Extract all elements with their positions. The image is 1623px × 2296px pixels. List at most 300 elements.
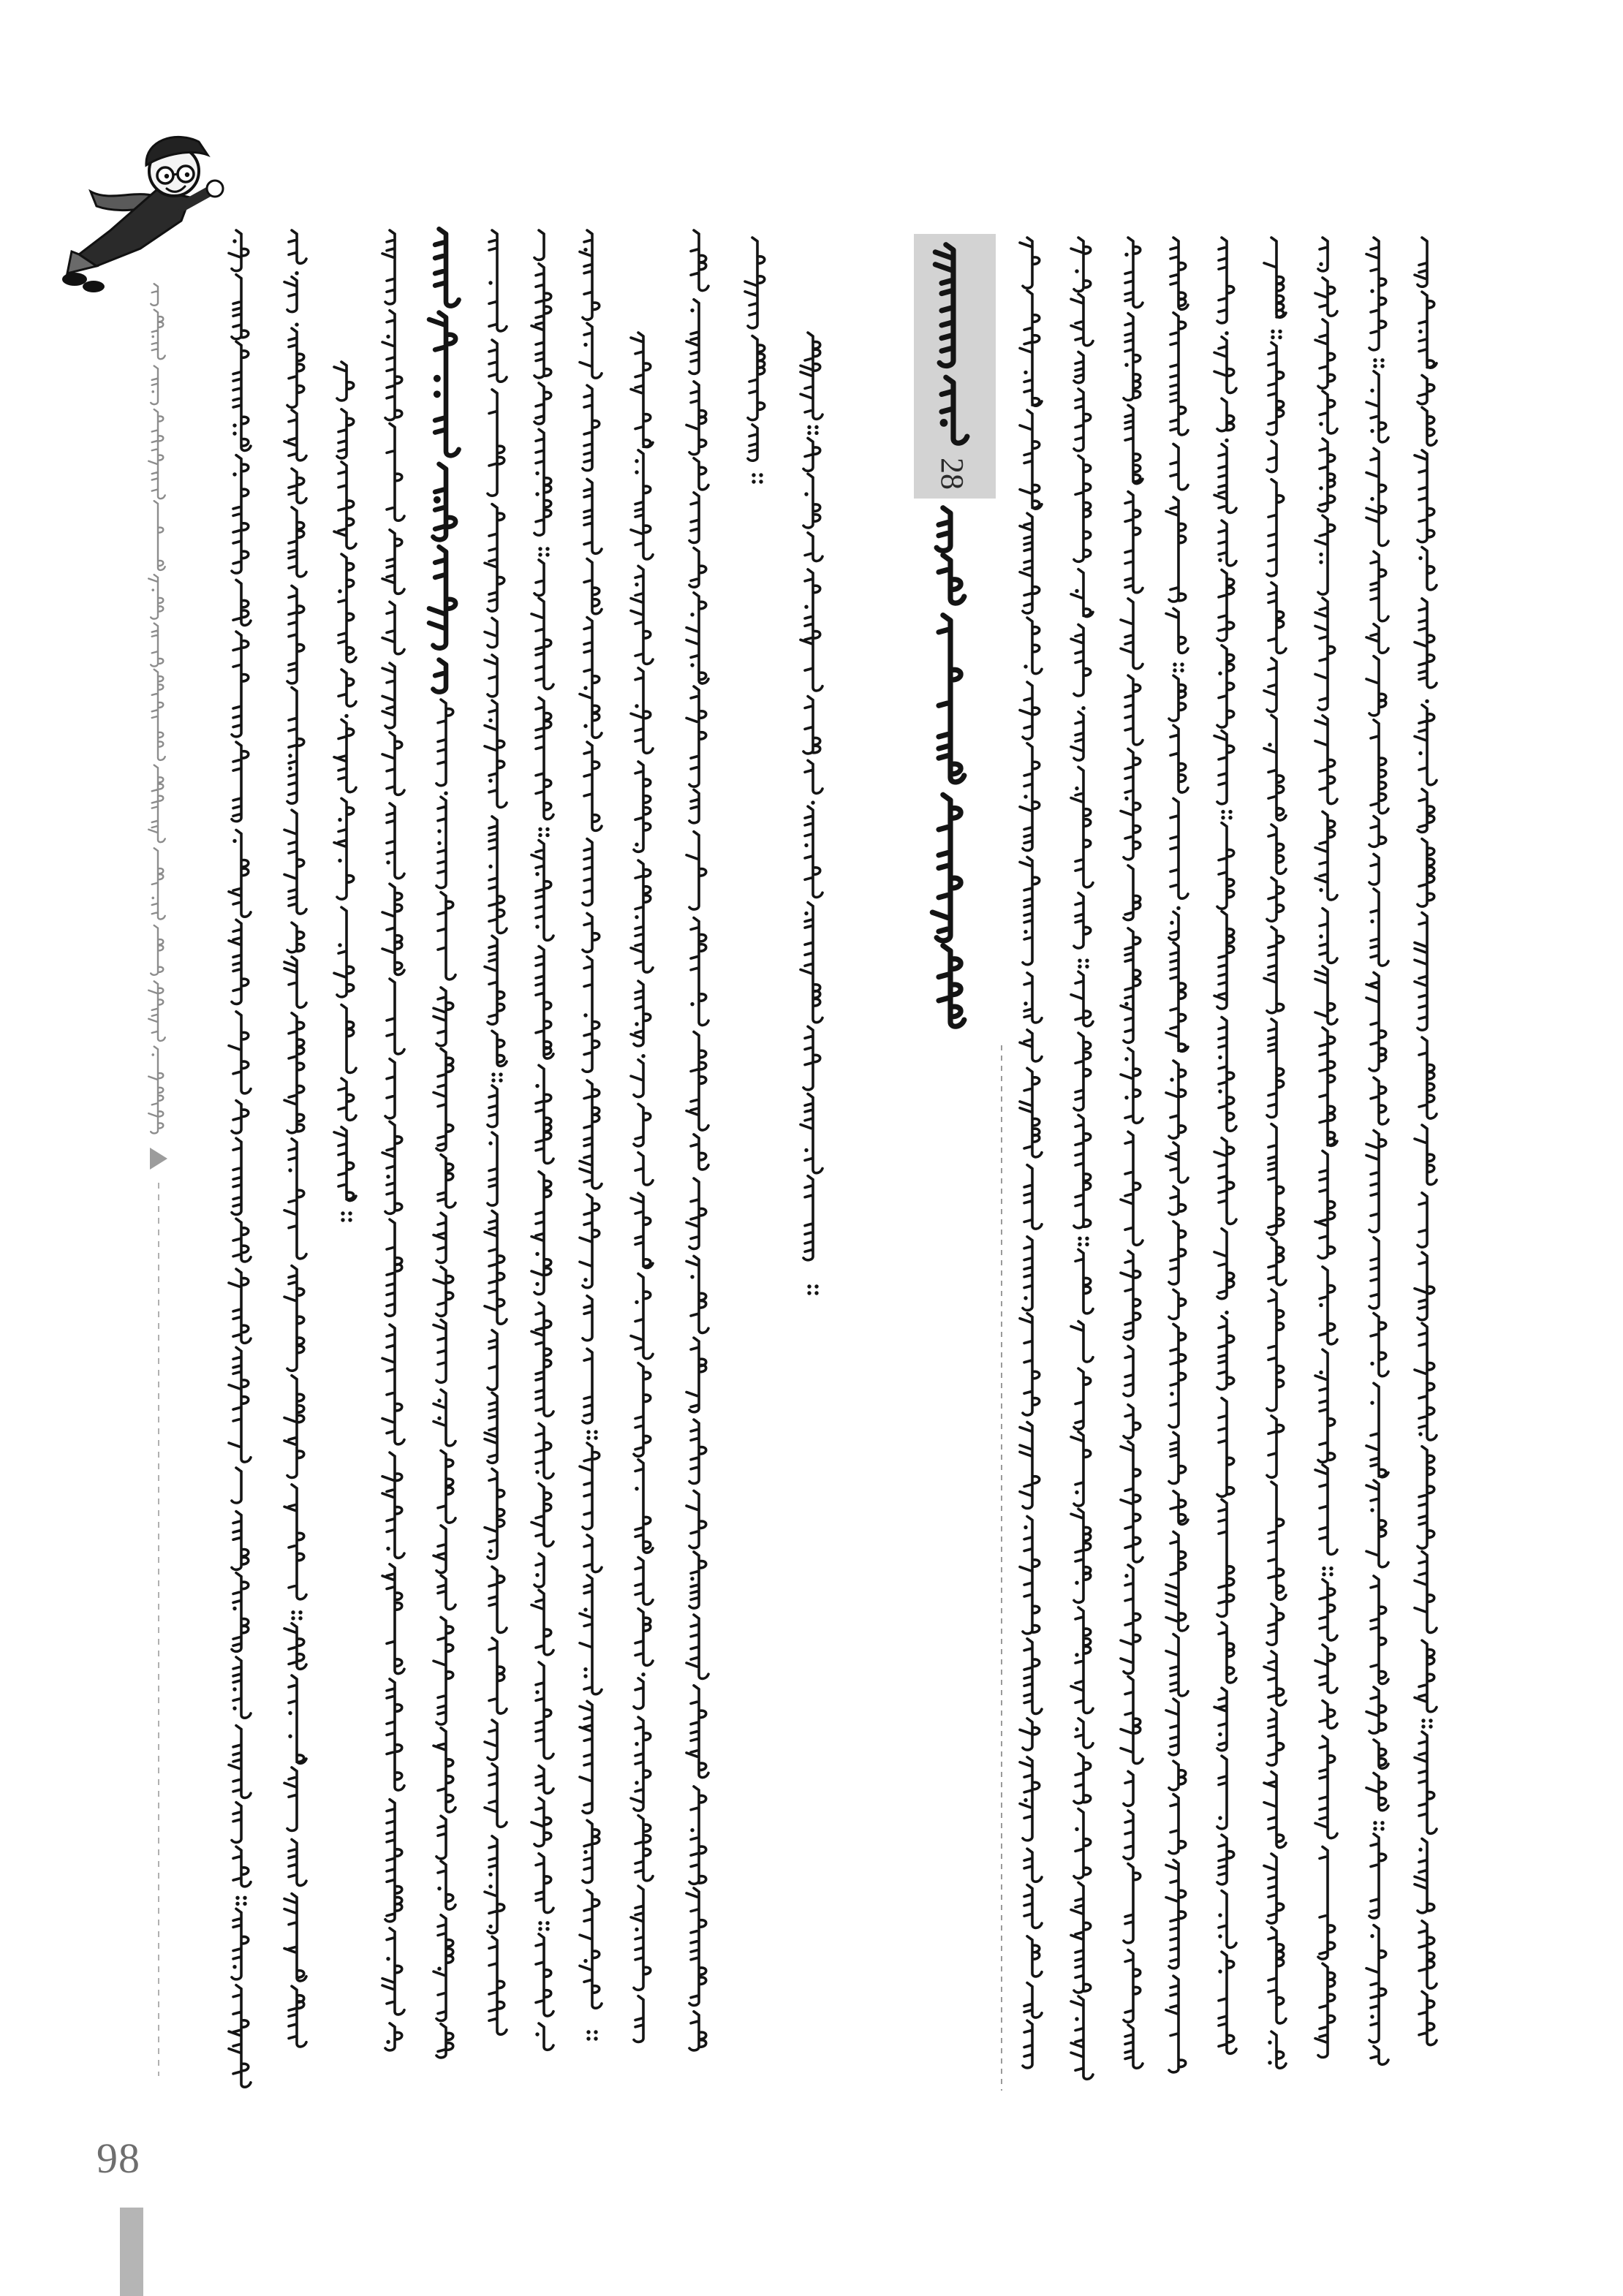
punctuation-dot: [348, 1211, 352, 1215]
punctuation-dot: [1218, 1732, 1222, 1736]
script-strokes: [1315, 238, 1337, 2057]
script-text-column: [485, 230, 507, 2034]
punctuation-dot: [635, 1781, 638, 1784]
punctuation-dot: [1075, 2017, 1078, 2020]
punctuation-dot: [1078, 1243, 1081, 1246]
script-strokes: [932, 508, 964, 1026]
punctuation-dot: [491, 1072, 495, 1076]
punctuation-dot: [1370, 289, 1374, 293]
punctuation-dot: [586, 2030, 590, 2034]
punctuation-dot: [1319, 560, 1323, 564]
punctuation-dot: [1271, 330, 1274, 333]
punctuation-dot: [1124, 1057, 1128, 1061]
punctuation-dot: [690, 308, 694, 312]
script-text-column: [434, 700, 455, 2058]
script-strokes: [580, 230, 602, 2008]
punctuation-dot: [1024, 664, 1027, 668]
punctuation-dot: [1418, 1432, 1422, 1436]
page-edge-bar: [120, 2208, 143, 2296]
punctuation-dot: [535, 1690, 539, 1694]
punctuation-dot: [151, 588, 154, 591]
punctuation-dot: [488, 1884, 492, 1888]
punctuation-dot: [690, 1577, 694, 1580]
script-text-column: [686, 230, 708, 2050]
punctuation-dot: [1425, 700, 1429, 703]
punctuation-dot: [151, 897, 154, 900]
punctuation-dot: [1373, 358, 1377, 362]
punctuation-dot: [1370, 1934, 1374, 1938]
script-text-column: [1214, 238, 1236, 2053]
punctuation-dot: [1319, 553, 1323, 556]
script-strokes: [686, 230, 708, 2050]
punctuation-dot: [1085, 1237, 1089, 1240]
punctuation-dot: [151, 390, 154, 393]
punctuation-dot: [1319, 422, 1323, 425]
punctuation-dot: [1373, 364, 1377, 368]
punctuation-dot: [811, 800, 814, 804]
vertical-script-text: [148, 229, 1437, 2087]
punctuation-dot: [1421, 1724, 1425, 1728]
punctuation-dot: [1271, 336, 1274, 339]
punctuation-dot: [1380, 358, 1384, 362]
punctuation-dot: [1124, 797, 1128, 800]
punctuation-dot: [1278, 336, 1282, 339]
punctuation-dot: [1370, 1401, 1374, 1404]
punctuation-dot: [535, 872, 539, 876]
punctuation-dot: [1218, 1913, 1222, 1917]
punctuation-dot: [232, 1687, 236, 1691]
punctuation-dot: [1218, 558, 1222, 562]
punctuation-dot: [1370, 2015, 1374, 2018]
punctuation-dot: [1322, 1566, 1325, 1570]
punctuation-dot: [1024, 930, 1027, 933]
punctuation-dot: [1380, 1821, 1384, 1825]
triangle-marker-icon: [150, 1148, 167, 1170]
punctuation-dot: [804, 912, 808, 915]
punctuation-dot: [488, 719, 492, 722]
punctuation-dot: [1124, 1574, 1128, 1577]
punctuation-dot: [235, 1902, 239, 1906]
punctuation-dot: [635, 704, 638, 708]
mascot-eye: [185, 173, 189, 177]
script-strokes: [1121, 238, 1143, 2068]
punctuation-dot: [1329, 1572, 1333, 1576]
punctuation-dot: [759, 480, 763, 483]
punctuation-dot: [243, 1896, 246, 1900]
punctuation-dot: [583, 1959, 587, 1963]
punctuation-dot: [1218, 1816, 1222, 1819]
bold-script-text-column: [429, 229, 459, 692]
punctuation-dot: [1429, 1719, 1432, 1722]
punctuation-dot: [1173, 668, 1176, 672]
punctuation-dot: [1085, 964, 1089, 968]
punctuation-dot: [545, 547, 549, 550]
punctuation-dot: [1370, 1508, 1374, 1512]
punctuation-dot: [232, 423, 236, 427]
punctuation-dot: [1319, 934, 1323, 938]
script-text-column: [1315, 238, 1337, 2057]
punctuation-dot: [814, 425, 818, 429]
punctuation-dot: [386, 1957, 390, 1960]
punctuation-dot: [535, 1282, 539, 1286]
punctuation-dot: [690, 1002, 694, 1006]
punctuation-dot: [535, 492, 539, 496]
punctuation-dot: [1218, 1089, 1222, 1093]
section-number: 28: [934, 458, 970, 490]
punctuation-dot: [1225, 1311, 1228, 1314]
punctuation-dot: [1319, 888, 1323, 892]
punctuation-dot: [807, 425, 811, 429]
mascot-eye: [164, 174, 169, 178]
flying-boy-mascot-icon: [62, 137, 223, 292]
punctuation-dot: [499, 1078, 502, 1082]
punctuation-dot: [759, 473, 763, 477]
script-text-column: [1415, 238, 1437, 2045]
punctuation-dot: [538, 827, 542, 831]
script-text-column: [334, 362, 356, 1222]
punctuation-dot: [434, 496, 441, 504]
punctuation-dot: [1024, 1001, 1027, 1005]
punctuation-dot: [434, 390, 441, 398]
punctuation-dot: [690, 663, 694, 667]
script-strokes: [284, 230, 306, 2047]
punctuation-dot: [804, 605, 808, 608]
script-strokes: [1366, 238, 1388, 2064]
punctuation-dot: [1228, 816, 1232, 819]
punctuation-dot: [444, 792, 447, 795]
punctuation-dot: [535, 471, 539, 475]
script-text-column: [631, 333, 653, 2042]
punctuation-dot: [1370, 497, 1374, 501]
script-text-column: [580, 230, 602, 2041]
punctuation-dot: [1024, 1526, 1027, 1529]
punctuation-dot: [151, 336, 154, 338]
punctuation-dot: [1085, 958, 1089, 962]
punctuation-dot: [386, 335, 390, 338]
punctuation-dot: [1319, 1371, 1323, 1374]
punctuation-dot: [586, 1430, 590, 1433]
section-title-column: [932, 508, 964, 1026]
punctuation-dot: [538, 553, 542, 556]
punctuation-dot: [635, 583, 638, 586]
punctuation-dot: [535, 1470, 539, 1474]
punctuation-dot: [437, 829, 441, 833]
punctuation-dot: [488, 865, 492, 868]
punctuation-dot: [1421, 1719, 1425, 1722]
punctuation-dot: [386, 1547, 390, 1550]
punctuation-dot: [1173, 662, 1176, 666]
punctuation-dot: [437, 1887, 441, 1890]
punctuation-dot: [814, 1284, 818, 1288]
mascot-shoe: [62, 273, 87, 286]
punctuation-dot: [1221, 810, 1225, 814]
running-header-column: [148, 284, 165, 1133]
punctuation-dot: [583, 1013, 587, 1017]
punctuation-dot: [635, 1928, 638, 1931]
punctuation-dot: [1075, 1727, 1078, 1731]
punctuation-dot: [288, 1735, 292, 1738]
punctuation-dot: [635, 1742, 638, 1746]
script-strokes: [434, 700, 455, 2058]
punctuation-dot: [1170, 1392, 1173, 1395]
punctuation-dot: [635, 1022, 638, 1026]
punctuation-dot: [1418, 1848, 1422, 1852]
script-strokes: [148, 284, 165, 1133]
punctuation-dot: [594, 2037, 597, 2040]
punctuation-dot: [437, 841, 441, 845]
punctuation-dot: [344, 714, 348, 718]
punctuation-dot: [437, 1398, 441, 1402]
punctuation-dot: [1075, 787, 1078, 790]
punctuation-dot: [1319, 486, 1323, 490]
punctuation-dot: [1124, 253, 1128, 257]
punctuation-dot: [1218, 672, 1222, 675]
punctuation-dot: [288, 1168, 292, 1172]
punctuation-dot: [807, 1291, 811, 1295]
mascot-hand: [207, 181, 223, 197]
mascot-shoe: [83, 281, 105, 292]
punctuation-dot: [1218, 1056, 1222, 1059]
punctuation-dot: [940, 419, 948, 427]
punctuation-dot: [690, 1828, 694, 1832]
punctuation-dot: [1075, 1490, 1078, 1494]
punctuation-dot: [243, 1902, 246, 1906]
punctuation-dot: [583, 686, 587, 689]
punctuation-dot: [1075, 1653, 1078, 1656]
punctuation-dot: [586, 2037, 590, 2040]
punctuation-dot: [386, 1175, 390, 1178]
punctuation-dot: [1418, 751, 1422, 755]
punctuation-dot: [1081, 706, 1085, 710]
punctuation-dot: [1268, 2061, 1271, 2064]
punctuation-dot: [538, 547, 542, 550]
punctuation-dot: [232, 239, 236, 243]
script-text-column: [745, 238, 765, 484]
punctuation-dot: [232, 1607, 236, 1610]
punctuation-dot: [1024, 371, 1027, 374]
punctuation-dot: [583, 724, 587, 728]
punctuation-dot: [635, 470, 638, 474]
punctuation-dot: [814, 431, 818, 435]
script-text-column: [1366, 238, 1388, 2064]
punctuation-dot: [535, 2032, 539, 2036]
punctuation-dot: [1085, 1243, 1089, 1246]
punctuation-dot: [635, 915, 638, 919]
punctuation-dot: [594, 2030, 597, 2034]
punctuation-dot: [635, 1487, 638, 1490]
page-number: 98: [97, 2134, 140, 2182]
punctuation-dot: [807, 1284, 811, 1288]
script-text-column: [382, 230, 404, 2050]
punctuation-dot: [341, 1211, 344, 1215]
punctuation-dot: [583, 343, 587, 346]
punctuation-dot: [1170, 921, 1173, 925]
punctuation-dot: [1078, 964, 1081, 968]
punctuation-dot: [583, 1607, 587, 1611]
punctuation-dot: [594, 1436, 597, 1439]
punctuation-dot: [1329, 1566, 1333, 1570]
punctuation-dot: [545, 827, 549, 831]
punctuation-dot: [752, 473, 755, 477]
punctuation-dot: [535, 1573, 539, 1577]
punctuation-dot: [232, 472, 236, 476]
punctuation-dot: [298, 1610, 302, 1614]
punctuation-dot: [804, 844, 808, 847]
punctuation-dot: [291, 1616, 295, 1620]
punctuation-dot: [1370, 920, 1374, 923]
punctuation-dot: [1078, 958, 1081, 962]
script-strokes: [334, 362, 356, 1201]
punctuation-dot: [1370, 389, 1374, 393]
script-text-column: [1166, 238, 1188, 2072]
punctuation-dot: [1024, 1296, 1027, 1300]
punctuation-dot: [1075, 1827, 1078, 1831]
punctuation-dot: [1319, 262, 1323, 266]
script-strokes: [1020, 238, 1042, 2068]
mascot-glasses-bridge: [173, 174, 178, 175]
script-strokes: [1214, 238, 1236, 2053]
punctuation-dot: [386, 2040, 390, 2044]
punctuation-dot: [338, 818, 341, 822]
punctuation-dot: [545, 833, 549, 837]
punctuation-dot: [1075, 589, 1078, 593]
punctuation-dot: [1370, 1362, 1374, 1365]
punctuation-dot: [1170, 1077, 1173, 1081]
punctuation-dot: [635, 1300, 638, 1304]
punctuation-dot: [583, 1667, 587, 1671]
punctuation-dot: [291, 1610, 295, 1614]
punctuation-dot: [232, 839, 236, 843]
punctuation-dot: [235, 1896, 239, 1900]
punctuation-dot: [1278, 330, 1282, 333]
punctuation-dot: [232, 431, 236, 435]
punctuation-dot: [338, 589, 341, 593]
punctuation-dot: [1218, 1934, 1222, 1938]
punctuation-dot: [488, 778, 492, 782]
punctuation-dot: [1268, 743, 1271, 746]
punctuation-dot: [341, 1218, 344, 1221]
punctuation-dot: [690, 1275, 694, 1278]
punctuation-dot: [1124, 363, 1128, 367]
punctuation-dot: [338, 943, 341, 947]
punctuation-dot: [641, 1054, 645, 1058]
punctuation-dot: [386, 860, 390, 864]
punctuation-dot: [538, 1921, 542, 1925]
punctuation-dot: [348, 1218, 352, 1221]
punctuation-dot: [1380, 364, 1384, 368]
punctuation-dot: [1373, 1821, 1377, 1825]
script-text-column: [1264, 238, 1286, 2068]
script-strokes: [531, 230, 553, 2050]
punctuation-dot: [1322, 1572, 1325, 1576]
punctuation-dot: [1418, 330, 1422, 333]
script-text-column: [1071, 238, 1093, 2079]
punctuation-dot: [499, 1072, 502, 1076]
punctuation-dot: [635, 843, 638, 846]
punctuation-dot: [1373, 1827, 1377, 1830]
punctuation-dot: [1176, 906, 1180, 910]
punctuation-dot: [434, 375, 441, 382]
punctuation-dot: [1268, 2040, 1271, 2044]
punctuation-dot: [1225, 439, 1228, 442]
punctuation-dot: [807, 431, 811, 435]
punctuation-dot: [232, 1706, 236, 1710]
script-text-column: [284, 230, 306, 2047]
script-text-column: [1121, 238, 1143, 2068]
punctuation-dot: [1078, 1237, 1081, 1240]
punctuation-dot: [295, 271, 298, 275]
punctuation-dot: [1180, 662, 1184, 666]
script-text-column: [801, 333, 822, 1295]
punctuation-dot: [488, 1873, 492, 1876]
punctuation-dot: [288, 767, 292, 770]
punctuation-dot: [1124, 1096, 1128, 1099]
punctuation-dot: [1370, 429, 1374, 433]
script-strokes: [1071, 238, 1093, 2079]
punctuation-dot: [1180, 668, 1184, 672]
script-strokes: [382, 230, 404, 2050]
punctuation-dot: [1380, 1827, 1384, 1830]
punctuation-dot: [488, 1549, 492, 1553]
punctuation-dot: [437, 1967, 441, 1971]
punctuation-dot: [488, 1141, 492, 1145]
script-text-column: [531, 230, 553, 2050]
punctuation-dot: [1319, 1303, 1323, 1307]
punctuation-dot: [690, 613, 694, 616]
punctuation-dot: [538, 833, 542, 837]
punctuation-dot: [635, 459, 638, 463]
punctuation-dot: [583, 1278, 587, 1281]
script-strokes: [1415, 238, 1437, 2045]
punctuation-dot: [295, 322, 298, 326]
punctuation-dot: [1075, 1581, 1078, 1585]
punctuation-dot: [583, 248, 587, 251]
punctuation-dot: [545, 1921, 549, 1925]
punctuation-dot: [804, 492, 808, 496]
script-strokes: [1264, 238, 1286, 2068]
punctuation-dot: [288, 1711, 292, 1715]
punctuation-dot: [535, 1084, 539, 1088]
punctuation-dot: [545, 553, 549, 556]
script-strokes: [801, 333, 822, 1260]
punctuation-dot: [151, 1053, 154, 1056]
punctuation-dot: [288, 754, 292, 757]
punctuation-dot: [583, 1850, 587, 1854]
punctuation-dot: [545, 1927, 549, 1931]
punctuation-dot: [338, 859, 341, 863]
punctuation-dot: [804, 1148, 808, 1152]
punctuation-dot: [586, 1436, 590, 1439]
punctuation-dot: [535, 1252, 539, 1256]
punctuation-dot: [1418, 556, 1422, 560]
script-strokes: [745, 238, 765, 461]
punctuation-dot: [1228, 810, 1232, 814]
punctuation-dot: [491, 1078, 495, 1082]
punctuation-dot: [298, 1616, 302, 1620]
punctuation-dot: [1218, 1969, 1222, 1973]
punctuation-dot: [814, 1291, 818, 1295]
punctuation-dot: [1221, 816, 1225, 819]
script-strokes: [1166, 238, 1188, 2072]
script-strokes: [229, 230, 251, 2087]
script-text-column: [1020, 238, 1042, 2068]
punctuation-dot: [583, 1674, 587, 1678]
script-strokes: [429, 229, 459, 692]
punctuation-dot: [232, 1965, 236, 1969]
script-strokes: [485, 230, 507, 2034]
punctuation-dot: [752, 480, 755, 483]
script-text-column: [229, 230, 251, 2087]
